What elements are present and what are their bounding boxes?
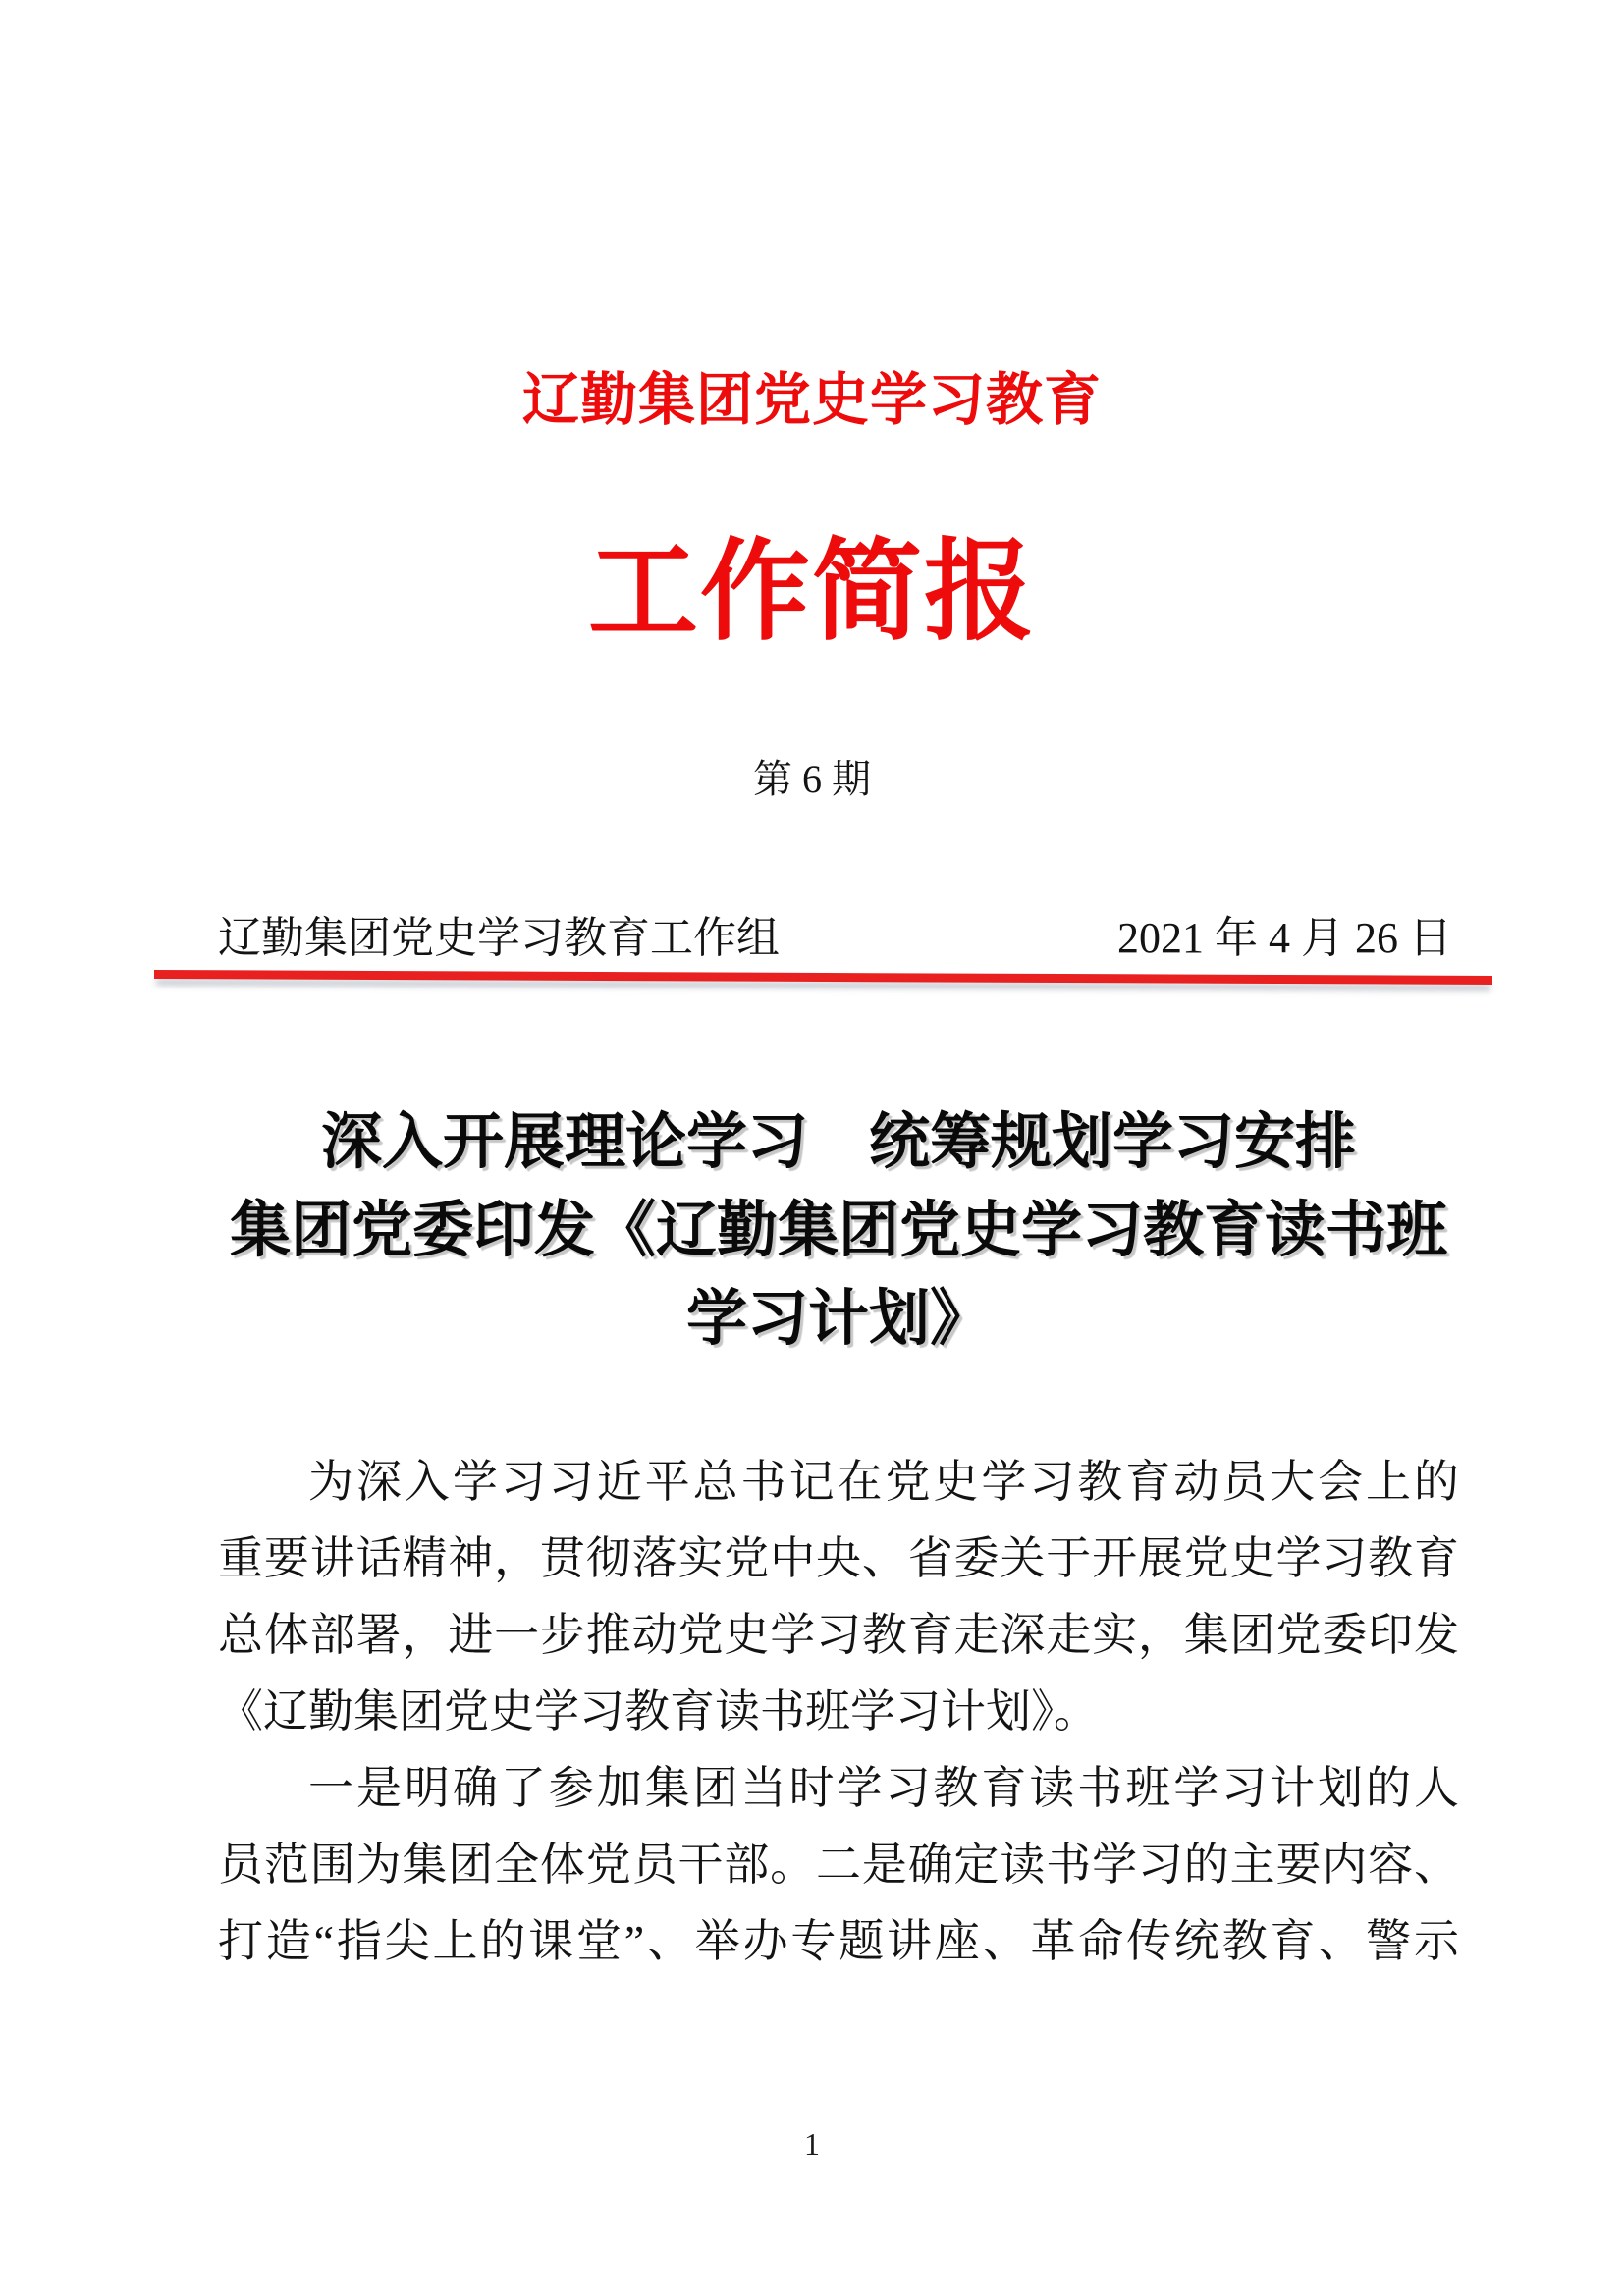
headline-line-1: 深入开展理论学习 统筹规划学习安排: [320, 1109, 1356, 1176]
body-line: 一是明确了参加集团当时学习教育读书班学习计划的人: [308, 1763, 1459, 1813]
bulletin-title: 工作简报: [588, 532, 1036, 654]
body-line: 重要讲话精神，贯彻落实党中央、省委关于开展党史学习教育: [218, 1533, 1459, 1583]
article-headline: [218, 1098, 1459, 1363]
body-line: 为深入学习习近平总书记在党史学习教育动员大会上的: [308, 1457, 1459, 1507]
info-row: [154, 915, 1492, 962]
masthead: [0, 368, 1624, 979]
body-line: 《辽勤集团党史学习教育读书班学习计划》。: [218, 1686, 1099, 1736]
paragraph-1: [218, 1444, 1459, 1750]
issue-label: 第 6 期: [753, 757, 871, 801]
issuing-unit: 辽勤集团党史学习教育工作组: [218, 914, 780, 962]
article: [0, 1098, 1624, 1980]
headline-line-3: 学习计划》: [685, 1286, 991, 1353]
body-line: 打造“指尖上的课堂”、举办专题讲座、革命传统教育、警示: [218, 1916, 1459, 1966]
issue-date: 2021 年 4 月 26 日: [1117, 914, 1452, 962]
article-body: [218, 1444, 1459, 1980]
body-line: 总体部署，进一步推动党史学习教育走深走实，集团党委印发: [218, 1610, 1459, 1660]
page-number: 1: [804, 2126, 820, 2162]
organization-title: 辽勤集团党史学习教育: [521, 368, 1102, 432]
headline-line-2: 集团党委印发《辽勤集团党史学习教育读书班: [229, 1198, 1447, 1264]
paragraph-2: [218, 1750, 1459, 1980]
red-divider-rule: [154, 970, 1492, 985]
body-line: 员范围为集团全体党员干部。二是确定读书学习的主要内容、: [218, 1840, 1459, 1890]
